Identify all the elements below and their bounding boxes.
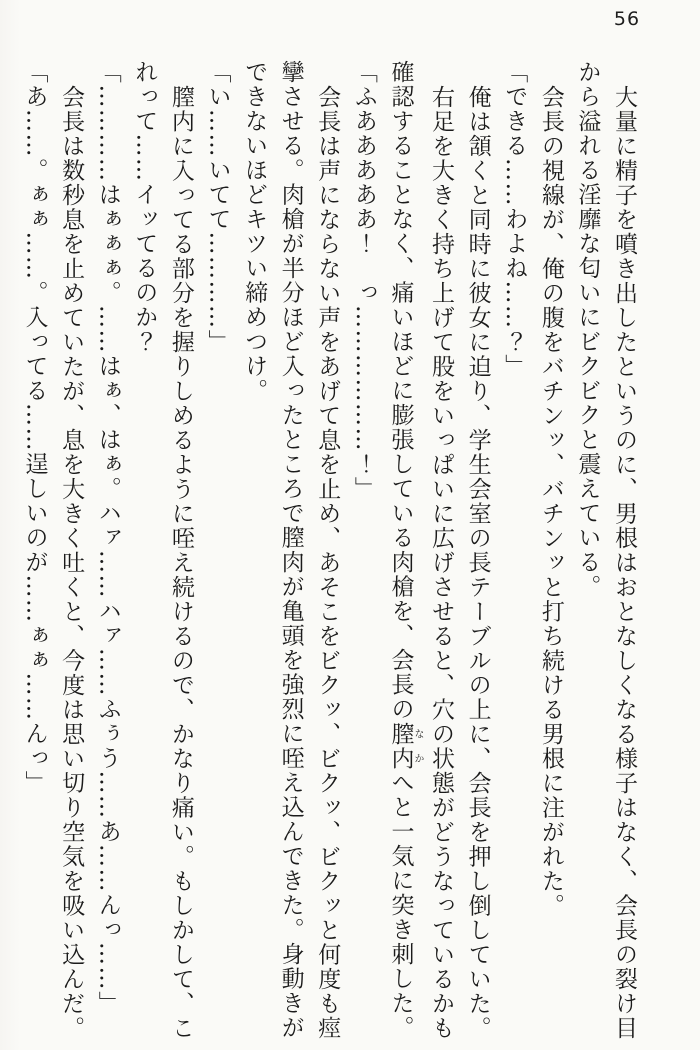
text-line: 「…………はぁぁぁ。……はぁ、はぁ。ハァ……ハァ……ふぅう……あ……んっ……」 xyxy=(94,60,121,1016)
text-column-area xyxy=(16,60,642,1044)
text-line: から溢れる淫靡な匂いにビクビクと震えている。 xyxy=(574,60,601,599)
text-line: 俺は頷くと同時に彼女に迫り、学生会室の長テーブルの上に、会長を押し倒していた。 xyxy=(464,85,491,1041)
text-line: 「ふあああああ！ っ………………！」 xyxy=(350,60,377,501)
text-line: 「い……いてて…………」 xyxy=(204,60,231,354)
text-line: できないほどキツい締めつけ。 xyxy=(241,60,268,403)
text-line: 会長は数秒息を止めていたが、息を大きく吐くと、今度は思い切り空気を吸い込んだ。 xyxy=(58,85,85,1041)
text-line: 「あ……。ぁぁ……。入ってる……逞しいのが……ぁぁ……んっ」 xyxy=(21,60,48,795)
text-line: 会長の視線が、俺の腹をバチンッ、バチンッと打ち続ける男根に注がれた。 xyxy=(537,85,564,918)
text-line: 「できる……わよね……？」 xyxy=(501,60,528,379)
text-line: 右足を大きく持ち上げて股をいっぱいに広げさせると、穴の状態がどうなっているかも xyxy=(428,85,455,1041)
text-line: れって……イッてるのか？ xyxy=(131,60,158,354)
furigana-annotated-word: 膣内なか xyxy=(387,721,423,771)
text-line: 確認することなく、痛いほどに膨張している肉槍を、会長の膣内なかへと一気に突き刺した。 xyxy=(387,60,423,1040)
text-line: 会長は声にならない声をあげて息を止め、あそこをビクッ、ビクッ、ビクッと何度も痙 xyxy=(314,85,341,1041)
text-line: 攣させる。肉槍が半分ほど入ったところで膣肉が亀頭を強烈に咥え込んできた。身動きが xyxy=(277,60,304,1040)
text-line: 大量に精子を噴き出したというのに、男根はおとなしくなる様子はなく、会長の裂け目 xyxy=(611,85,637,1041)
text-line: 膣内に入ってる部分を握りしめるように咥え続けるので、かなり痛い。もしかして、こ xyxy=(167,85,194,1041)
page-number: 56 xyxy=(613,8,641,30)
